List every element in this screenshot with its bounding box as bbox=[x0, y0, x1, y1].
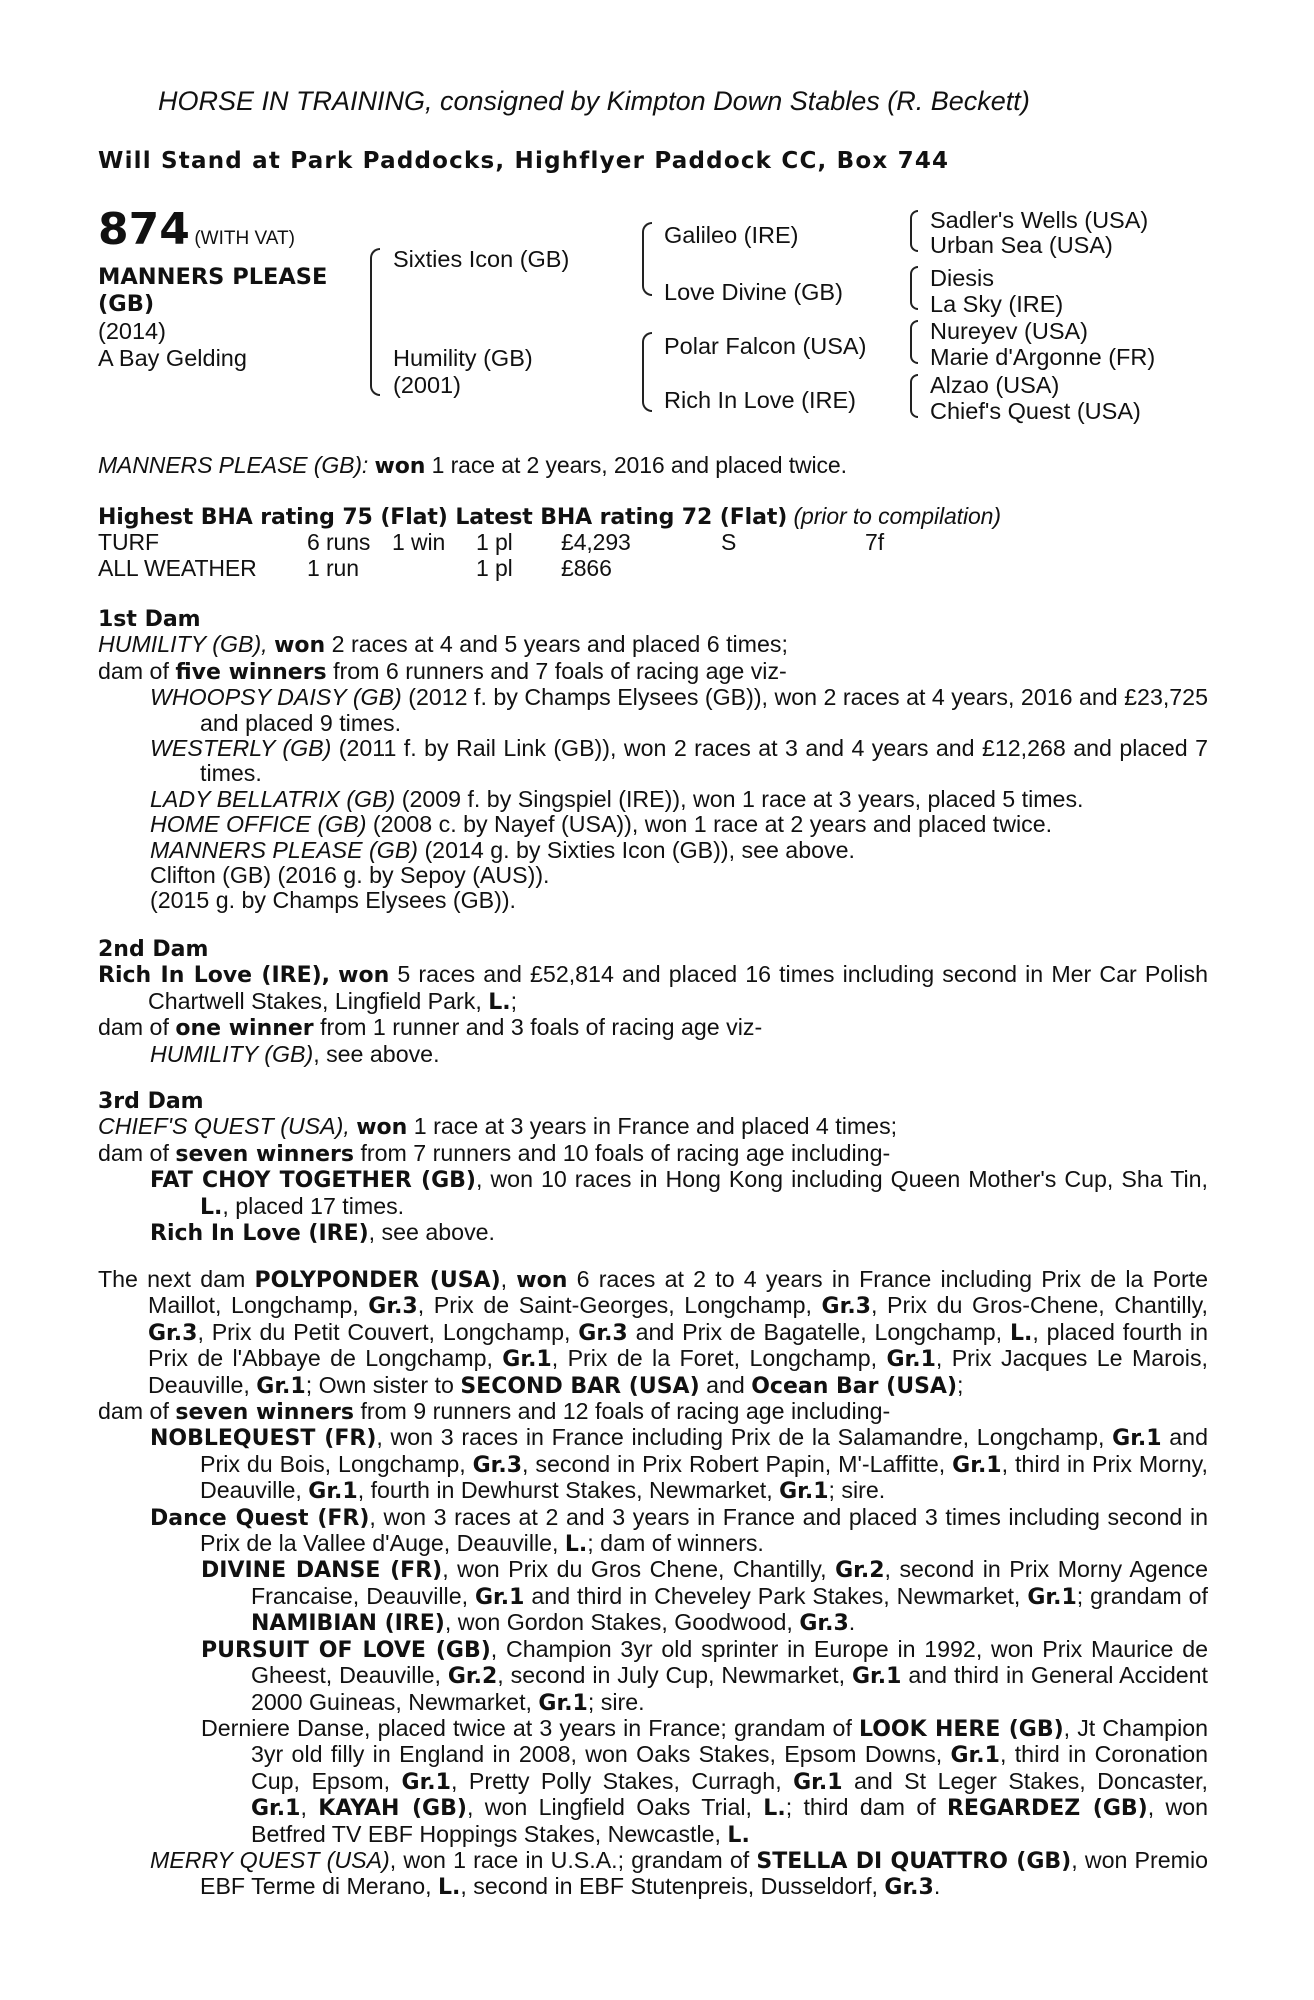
produce-item: FAT CHOY TOGETHER (GB), won 10 races in Hong Kong including Queen Mother's Cup, Sha Tin, L., placed 17 times. bbox=[150, 1166, 1208, 1220]
brace-g4 bbox=[910, 374, 918, 418]
third-dam-heading: 3rd Dam bbox=[98, 1089, 204, 1114]
first-dam-line: HUMILITY (GB), won 2 races at 4 and 5 years and placed 6 times; bbox=[98, 631, 788, 659]
produce-item: (2015 g. by Champs Elysees (GB)). bbox=[150, 887, 516, 914]
first-dam-section bbox=[98, 607, 1208, 914]
third-dam-section bbox=[98, 1089, 1208, 1246]
lot-number-block bbox=[98, 204, 295, 255]
first-dam-produce-line: dam of five winners from 6 runners and 7 foals of racing age viz- bbox=[98, 657, 787, 685]
record-placed-turf: 1 pl bbox=[476, 529, 513, 555]
record-surface-turf: TURF bbox=[98, 529, 159, 555]
sire: Sixties Icon (GB) bbox=[393, 246, 570, 272]
first-dam-heading: 1st Dam bbox=[98, 607, 201, 632]
produce-item: MANNERS PLEASE (GB) (2014 g. by Sixties Icon (GB)), see above. bbox=[150, 836, 855, 863]
pedigree-brace-main bbox=[370, 248, 380, 396]
consignment-header: HORSE IN TRAINING, consigned by Kimpton Down Stables (R. Beckett) bbox=[158, 86, 1030, 116]
record-runs-turf: 6 runs bbox=[307, 529, 371, 555]
pedigree-brace-dam bbox=[642, 332, 652, 412]
brace-g1 bbox=[910, 210, 918, 252]
horse-description: A Bay Gelding bbox=[98, 345, 247, 371]
produce-item: Derniere Danse, placed twice at 3 years in France; grandam of LOOK HERE (GB), Jt Champion 3yr old filly in England in 2008, won Oaks Stakes, Epsom Downs, Gr.1, third in Coronation Cup, Epsom, Gr.1, Pretty Polly Stakes, Curragh, Gr.1 and St Leger Stakes, Doncaster, Gr.1, KAYAH (GB), won Lingfield Oaks Trial, L.; third dam of REGARDEZ (GB), won Betfred TV EBF Hoppings Stakes, Newcastle, L. bbox=[201, 1714, 1209, 1848]
record-placed-aw: 1 pl bbox=[476, 555, 513, 581]
grandsire-4: Alzao (USA) bbox=[930, 372, 1060, 398]
vat-note: (WITH VAT) bbox=[194, 228, 295, 249]
sire-sire: Galileo (IRE) bbox=[664, 222, 799, 248]
foaling-year: (2014) bbox=[98, 318, 166, 344]
location-line: Will Stand at Park Paddocks, Highflyer Paddock CC, Box 744 bbox=[98, 148, 950, 174]
dam-dam: Rich In Love (IRE) bbox=[664, 387, 856, 413]
lot-number: 874 bbox=[98, 204, 190, 255]
grandsire-3: Nureyev (USA) bbox=[930, 318, 1089, 344]
granddam-2: La Sky (IRE) bbox=[930, 291, 1064, 317]
grandsire-1: Sadler's Wells (USA) bbox=[930, 207, 1149, 233]
grandsire-2: Diesis bbox=[930, 265, 994, 291]
produce-item: NOBLEQUEST (FR), won 3 races in France including Prix de la Salamandre, Longchamp, Gr.1 and Prix du Bois, Longchamp, Gr.3, second in Prix Robert Papin, M'-Laffitte, Gr.1, third in Prix Morny, Deauville, Gr.1, fourth in Dewhurst Stakes, Newmarket, Gr.1; sire. bbox=[150, 1424, 1208, 1505]
second-dam-section bbox=[98, 937, 1208, 1067]
horse-suffix: (GB) bbox=[98, 291, 155, 317]
pedigree-brace-sire bbox=[642, 222, 652, 296]
rating-line: Highest BHA rating 75 (Flat) Latest BHA rating 72 (Flat) (prior to compilation) bbox=[98, 503, 1001, 530]
produce-item: MERRY QUEST (USA), won 1 race in U.S.A.; grandam of STELLA DI QUATTRO (GB), won Premio EBF Terme di Merano, L., second in EBF Stutenpreis, Dusseldorf, Gr.3. bbox=[150, 1846, 1208, 1901]
second-dam-line: Rich In Love (IRE), won 5 races and £52,814 and placed 16 times including second in Mer Car Polish Chartwell Stakes, Lingfield Park, L.; bbox=[98, 961, 1208, 1015]
record-going-turf: S bbox=[721, 529, 737, 555]
granddam-4: Chief's Quest (USA) bbox=[930, 398, 1141, 424]
dam: Humility (GB) bbox=[393, 345, 533, 371]
dam-sire: Polar Falcon (USA) bbox=[664, 333, 867, 359]
record-distance-turf: 7f bbox=[865, 529, 884, 555]
produce-item: HUMILITY (GB), see above. bbox=[150, 1040, 440, 1067]
record-runs-aw: 1 run bbox=[307, 555, 359, 581]
sire-dam: Love Divine (GB) bbox=[664, 279, 843, 305]
second-dam-produce-line: dam of one winner from 1 runner and 3 foals of racing age viz- bbox=[98, 1014, 763, 1042]
third-dam-produce-line: dam of seven winners from 7 runners and 10 foals of racing age including- bbox=[98, 1139, 891, 1167]
brace-g2 bbox=[910, 266, 918, 310]
granddam-3: Marie d'Argonne (FR) bbox=[930, 344, 1156, 370]
race-summary: MANNERS PLEASE (GB): won 1 race at 2 years, 2016 and placed twice. bbox=[98, 452, 847, 479]
dam-year: (2001) bbox=[393, 372, 461, 398]
record-earnings-turf: £4,293 bbox=[561, 529, 631, 555]
record-earnings-aw: £866 bbox=[561, 555, 612, 581]
brace-g3 bbox=[910, 320, 918, 364]
produce-item: WESTERLY (GB) (2011 f. by Rail Link (GB)), won 2 races at 3 and 4 years and £12,268 and placed 7 times. bbox=[150, 735, 1208, 787]
next-dam-section bbox=[98, 1267, 1208, 1901]
record-wins-turf: 1 win bbox=[392, 529, 446, 555]
produce-item: Rich In Love (IRE), see above. bbox=[150, 1219, 496, 1247]
record-surface-aw: ALL WEATHER bbox=[98, 555, 257, 581]
produce-item: PURSUIT OF LOVE (GB), Champion 3yr old sprinter in Europe in 1992, won Prix Maurice de Gheest, Deauville, Gr.2, second in July Cup, Newmarket, Gr.1 and third in General Accident 2000 Guineas, Newmarket, Gr.1; sire. bbox=[201, 1635, 1209, 1716]
granddam-1: Urban Sea (USA) bbox=[930, 232, 1113, 258]
next-dam-paragraph: The next dam POLYPONDER (USA), won 6 races at 2 to 4 years in France including Prix de la Porte Maillot, Longchamp, Gr.3, Prix de Saint-Georges, Longchamp, Gr.3, Prix du Gros-Chene, Chantilly, Gr.3, Prix du Petit Couvert, Longchamp, Gr.3 and Prix de Bagatelle, Longchamp, L., placed fourth in Prix de l'Abbaye de Longchamp, Gr.1, Prix de la Foret, Longchamp, Gr.1, Prix Jacques Le Marois, Deauville, Gr.1; Own sister to SECOND BAR (USA) and Ocean Bar (USA); bbox=[98, 1266, 1209, 1399]
produce-item: LADY BELLATRIX (GB) (2009 f. by Singspiel (IRE)), won 1 race at 3 years, placed 5 times. bbox=[150, 785, 1084, 812]
third-dam-line: CHIEF'S QUEST (USA), won 1 race at 3 years in France and placed 4 times; bbox=[98, 1113, 898, 1141]
produce-item: HOME OFFICE (GB) (2008 c. by Nayef (USA)), won 1 race at 2 years and placed twice. bbox=[150, 811, 1053, 838]
produce-item: Dance Quest (FR), won 3 races at 2 and 3 years in France and placed 3 times including second in Prix de la Vallee d'Auge, Deauville, L.; dam of winners. bbox=[150, 1503, 1209, 1558]
produce-item: DIVINE DANSE (FR), won Prix du Gros Chene, Chantilly, Gr.2, second in Prix Morny Agence Francaise, Deauville, Gr.1 and third in Cheveley Park Stakes, Newmarket, Gr.1; grandam of NAMIBIAN (IRE), won Gordon Stakes, Goodwood, Gr.3. bbox=[201, 1556, 1208, 1637]
produce-item: Clifton (GB) (2016 g. by Sepoy (AUS)). bbox=[150, 862, 550, 889]
produce-item: WHOOPSY DAISY (GB) (2012 f. by Champs Elysees (GB)), won 2 races at 4 years, 2016 and £23,725 and placed 9 times. bbox=[150, 684, 1208, 736]
second-dam-heading: 2nd Dam bbox=[98, 937, 209, 962]
next-dam-produce-line: dam of seven winners from 9 runners and 12 foals of racing age including- bbox=[98, 1398, 891, 1426]
horse-name: MANNERS PLEASE bbox=[98, 264, 328, 290]
